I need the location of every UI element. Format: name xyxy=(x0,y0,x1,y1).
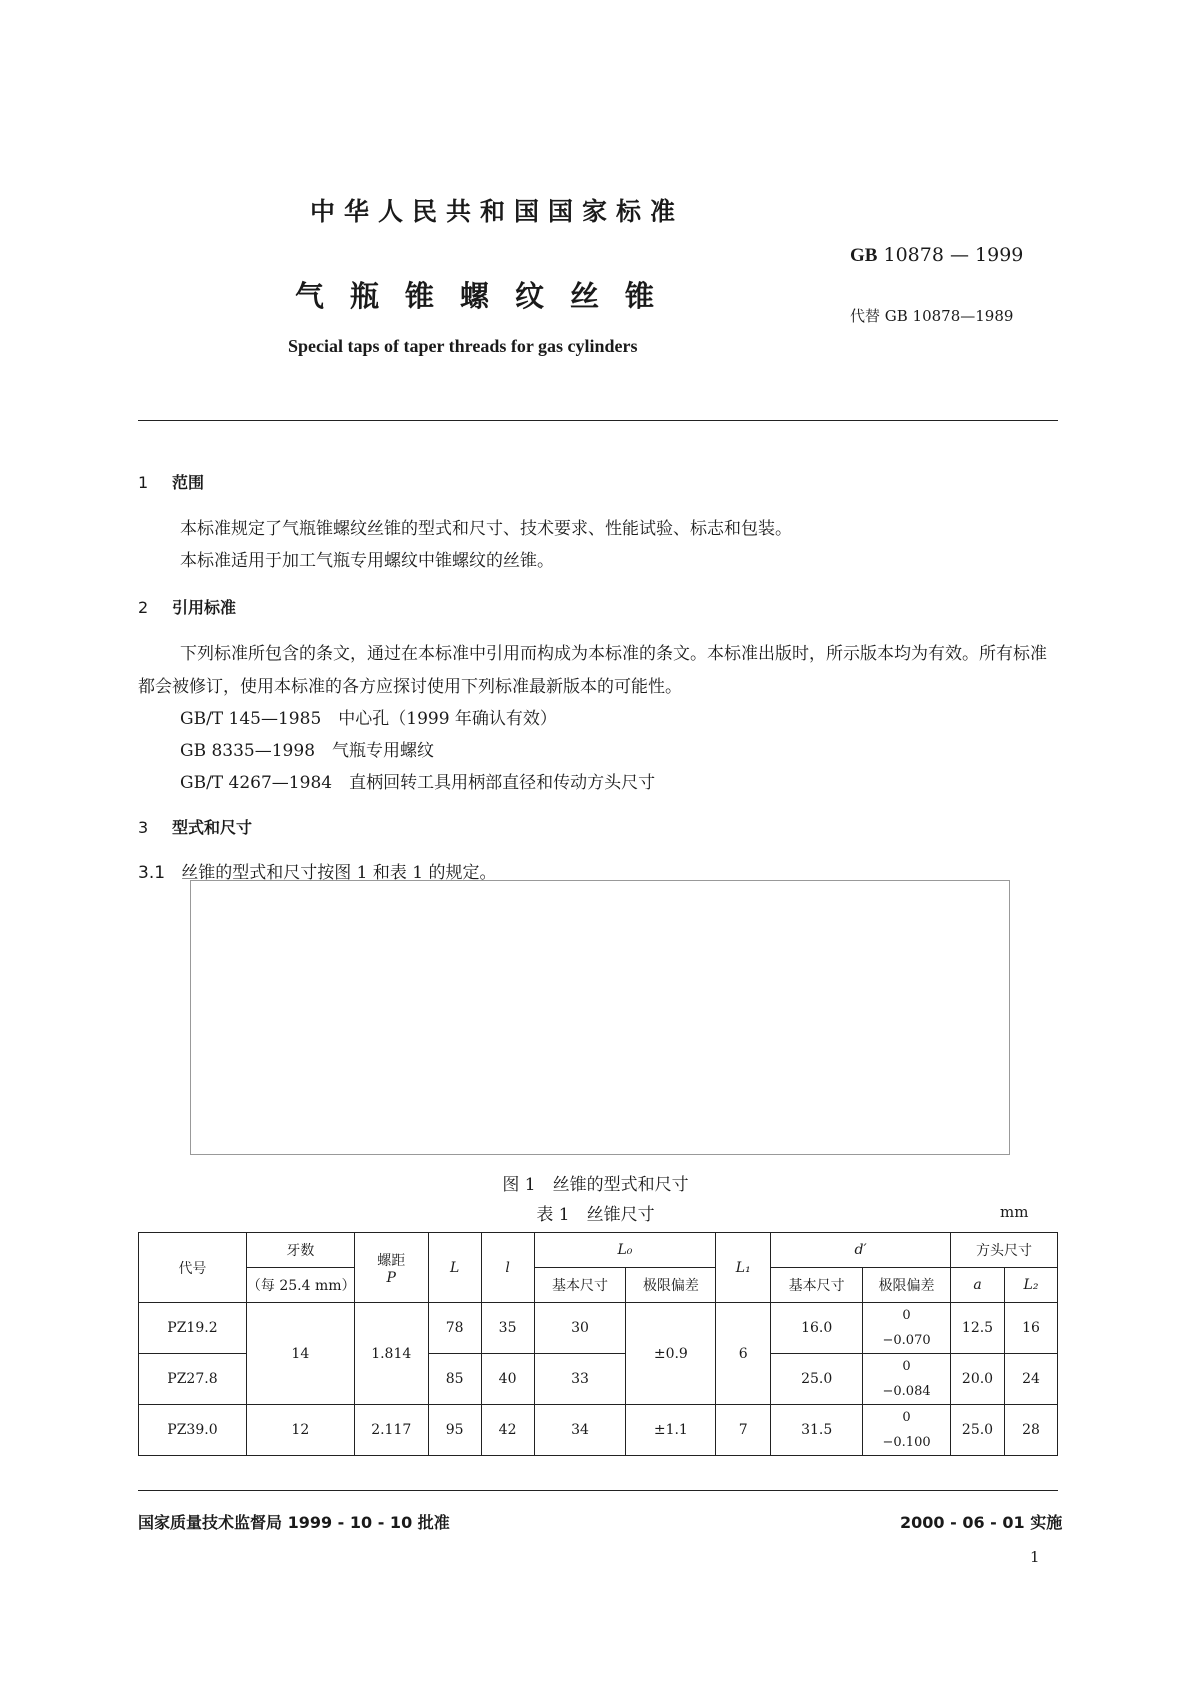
section-number: 2 xyxy=(138,598,149,617)
header-l: l xyxy=(481,1233,534,1303)
header-pitch-label: 螺距 xyxy=(377,1252,406,1269)
cell-l: 40 xyxy=(481,1354,534,1405)
cell-code: PZ39.0 xyxy=(139,1405,247,1456)
table-unit: mm xyxy=(1000,1203,1029,1221)
section-1-heading xyxy=(138,470,204,493)
page-number: 1 xyxy=(1030,1548,1040,1566)
header-L0-limit: 极限偏差 xyxy=(626,1268,716,1303)
section-title: 引用标准 xyxy=(172,598,237,617)
figure-placeholder xyxy=(190,880,1010,1155)
figure-caption: 图 1 丝锥的型式和尺寸 xyxy=(502,1175,689,1195)
section-2-heading xyxy=(138,595,236,618)
cell-teeth: 14 xyxy=(246,1303,354,1405)
section-title: 型式和尺寸 xyxy=(172,818,253,837)
cell-L2: 16 xyxy=(1004,1303,1057,1354)
implementation-date: 2000 - 06 - 01 实施 xyxy=(900,1513,1063,1532)
standard-title: 气瓶锥螺纹丝锥 xyxy=(295,279,681,313)
cell-pitch: 2.117 xyxy=(354,1405,428,1456)
paragraph: 下列标准所包含的条文，通过在本标准中引用而构成为本标准的条文。本标准出版时，所示版本均为有效。所有标准都会被修订，使用本标准的各方应探讨使用下列标准最新版本的可能性。 xyxy=(138,644,1047,697)
section-number: 1 xyxy=(138,473,149,492)
standard-org: 中华人民共和国国家标准 xyxy=(310,197,685,226)
header-teeth-sub: （每 25.4 mm） xyxy=(246,1268,354,1303)
taps-dimension-table xyxy=(138,1232,1058,1456)
header-L2: L₂ xyxy=(1004,1268,1057,1303)
header-rule xyxy=(138,420,1058,421)
subsection-text: 丝锥的型式和尺寸按图 1 和表 1 的规定。 xyxy=(181,863,497,883)
cell-pitch: 1.814 xyxy=(354,1303,428,1405)
header-dprime-limit: 极限偏差 xyxy=(863,1268,951,1303)
header-dprime-basic: 基本尺寸 xyxy=(771,1268,863,1303)
header-dprime: d′ xyxy=(771,1233,951,1268)
header-pitch xyxy=(354,1233,428,1303)
header-a: a xyxy=(951,1268,1005,1303)
cell-L2: 24 xyxy=(1004,1354,1057,1405)
cell-dprime: 31.5 xyxy=(771,1405,863,1456)
header-square: 方头尺寸 xyxy=(951,1233,1058,1268)
cell-a: 25.0 xyxy=(951,1405,1005,1456)
reference-item: GB/T 145—1985 中心孔（1999 年确认有效） xyxy=(180,709,557,729)
cell-L0: 30 xyxy=(534,1303,626,1354)
standard-code-prefix: GB xyxy=(850,245,878,266)
section-title: 范围 xyxy=(172,473,205,492)
header-L: L xyxy=(428,1233,481,1303)
section-3-heading xyxy=(138,815,252,838)
header-pitch-symbol: P xyxy=(386,1269,396,1286)
reference-item: GB/T 4267—1984 直柄回转工具用柄部直径和传动方头尺寸 xyxy=(180,773,656,793)
cell-code: PZ27.8 xyxy=(139,1354,247,1405)
cell-L0-tol: ±1.1 xyxy=(626,1405,716,1456)
header-L0: L₀ xyxy=(534,1233,716,1268)
table-row xyxy=(139,1303,1058,1354)
cell-L: 78 xyxy=(428,1303,481,1354)
cell-L0: 34 xyxy=(534,1405,626,1456)
header-L1: L₁ xyxy=(716,1233,771,1303)
table-row xyxy=(139,1405,1058,1456)
approval-line: 国家质量技术监督局 1999 - 10 - 10 批准 xyxy=(138,1513,450,1532)
paragraph: 本标准适用于加工气瓶专用螺纹中锥螺纹的丝锥。 xyxy=(180,551,554,571)
cell-L1: 6 xyxy=(716,1303,771,1405)
cell-dprime: 25.0 xyxy=(771,1354,863,1405)
cell-l: 42 xyxy=(481,1405,534,1456)
cell-L: 85 xyxy=(428,1354,481,1405)
header-L0-basic: 基本尺寸 xyxy=(534,1268,626,1303)
cell-l: 35 xyxy=(481,1303,534,1354)
cell-L: 95 xyxy=(428,1405,481,1456)
table-caption: 表 1 丝锥尺寸 xyxy=(536,1205,655,1225)
standard-title-english: Special taps of taper threads for gas cylinders xyxy=(288,336,638,356)
cell-a: 12.5 xyxy=(951,1303,1005,1354)
standard-code xyxy=(850,244,1023,267)
cell-L1: 7 xyxy=(716,1405,771,1456)
standard-code-number: 10878 — 1999 xyxy=(883,244,1024,266)
footer-rule xyxy=(138,1490,1058,1491)
cell-teeth: 12 xyxy=(246,1405,354,1456)
subsection-number: 3.1 xyxy=(138,863,166,883)
cell-dprime-tol: 0 −0.084 xyxy=(863,1354,951,1405)
cell-L0-tol: ±0.9 xyxy=(626,1303,716,1405)
cell-L2: 28 xyxy=(1004,1405,1057,1456)
reference-item: GB 8335—1998 气瓶专用螺纹 xyxy=(180,741,435,761)
cell-a: 20.0 xyxy=(951,1354,1005,1405)
section-number: 3 xyxy=(138,818,149,837)
cell-dprime-tol: 0 −0.070 xyxy=(863,1303,951,1354)
cell-dprime: 16.0 xyxy=(771,1303,863,1354)
cell-code: PZ19.2 xyxy=(139,1303,247,1354)
paragraph: 本标准规定了气瓶锥螺纹丝锥的型式和尺寸、技术要求、性能试验、标志和包装。 xyxy=(180,519,792,539)
standard-replaces: 代替 GB 10878—1989 xyxy=(850,307,1014,325)
cell-dprime-tol: 0 −0.100 xyxy=(863,1405,951,1456)
header-teeth: 牙数 xyxy=(246,1233,354,1268)
header-code: 代号 xyxy=(139,1233,247,1303)
cell-L0: 33 xyxy=(534,1354,626,1405)
